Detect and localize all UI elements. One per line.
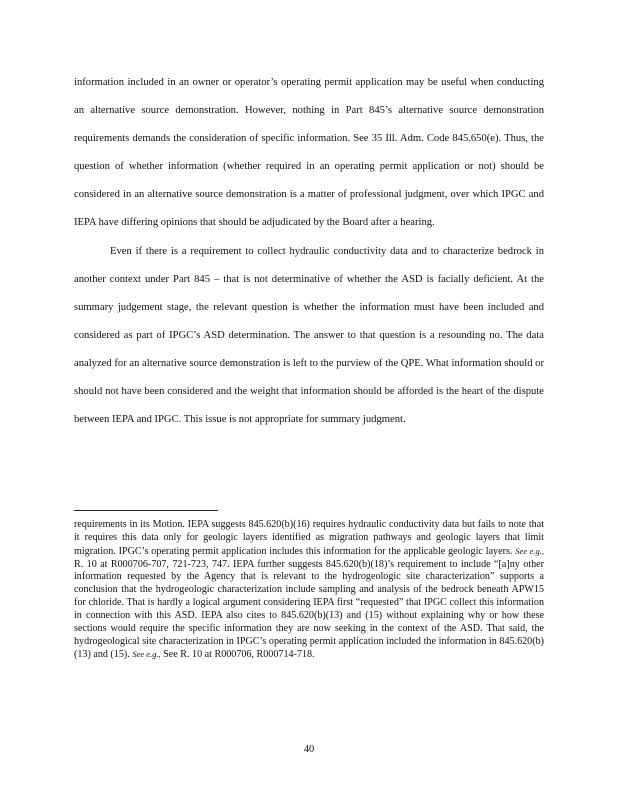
body-text: [74, 69, 544, 434]
page-number: 40: [303, 744, 315, 755]
footnote-text-part-1: requirements in its Motion. IEPA suggests 845.620(b)(16) requires hydraulic conductivity data but fails to note that it requires this data only for geologic layers identified as migration pathways and geologic layers that limit migration. IPGC’s operating permit application includes this information for the applicable geologic layers.: [74, 519, 544, 557]
paragraph-2: Even if there is a requirement to collect hydraulic conductivity data and to characterize bedrock in another context under Part 845 – that is not determinative of whether the ASD is facially deficient. At the summary judgement stage, the relevant question is whether the information must have been included and considered as part of IPGC’s ASD determination. The answer to that question is a resounding no. The data analyzed for an alternative source demonstration is left to the purview of the QPE. What information should or should not have been considered and the weight that information should be afforded is the heart of the dispute between IEPA and IPGC. This issue is not appropriate for summary judgment.: [74, 245, 544, 426]
footnote: [74, 519, 544, 662]
citation-signal: See e.g.,: [515, 545, 544, 556]
footnote-text: [74, 519, 544, 662]
footnote-text-part-3: See R. 10 at R000706, R000714-718.: [160, 649, 315, 661]
footnote-separator: [74, 510, 218, 511]
footnote-text-part-2: R. 10 at R000706-707, 721-723, 747. IEPA further suggests 845.620(b)(18)’s requirement to include “[a]ny other information requested by the Agency that is relevant to the hydrogeologic site characterization” supports a conclusion that the hydrogeologic characterization include sampling and analysis of the bedrock beneath APW15 for chloride. That is hardly a logical argument considering IEPA first “requested” that IPGC collect this information in connection with this ASD. IEPA also cites to 845.620(b)(13) and (15) without explaining why or how these sections would require the specific information they are now seeking in the context of the ASD. That said, the hydrogeological site characterization in IPGC’s operating permit application included the information in 845.620(b)(13) and (15).: [74, 558, 544, 661]
paragraph-1: information included in an owner or operator’s operating permit application may be useful when conducting an alternative source demonstration. However, nothing in Part 845’s alternative source demonstration requirements demands the consideration of specific information. See 35 Ill. Adm. Code 845.650(e). Thus, the question of whether information (whether required in an operating permit application or not) should be considered in an alternative source demonstration is a matter of professional judgment, over which IPGC and IEPA have differing opinions that should be adjudicated by the Board after a hearing.: [74, 77, 544, 229]
citation-signal: See e.g.,: [132, 649, 161, 660]
